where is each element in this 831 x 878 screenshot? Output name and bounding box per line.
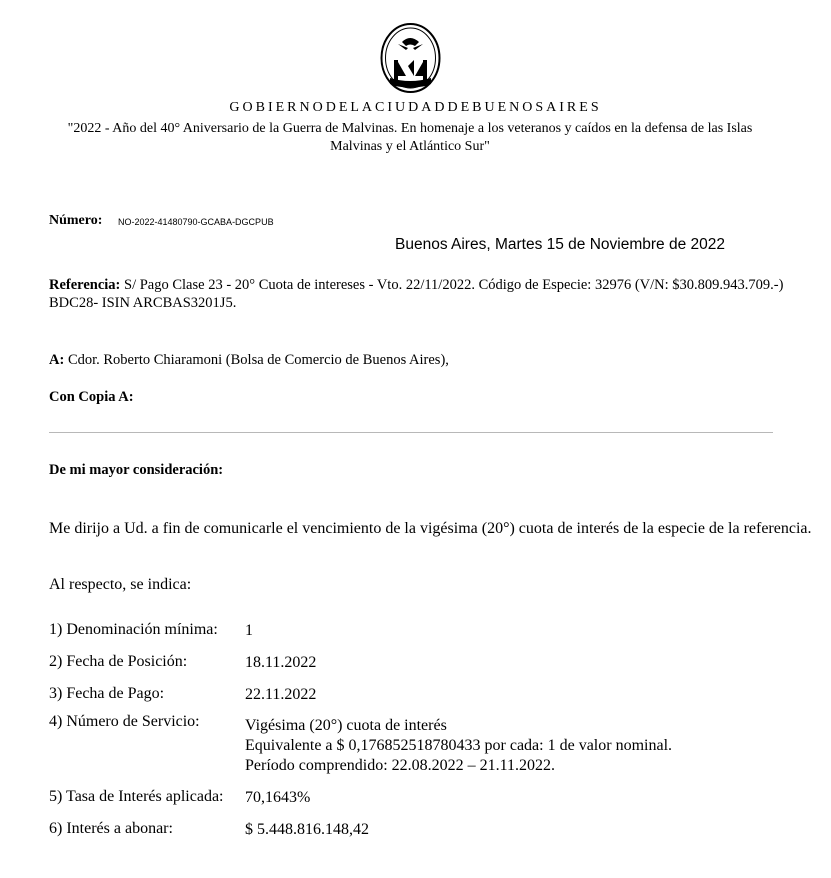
item-value-4-line-1: Vigésima (20°) cuota de interés <box>245 717 447 734</box>
body-paragraph-2: Al respecto, se indica: <box>49 576 192 593</box>
recipient-text: Cdor. Roberto Chiaramoni (Bolsa de Comercio de Buenos Aires), <box>67 352 449 368</box>
body-paragraph-1: Me dirijo a Ud. a fin de comunicarle el vencimiento de la vigésima (20°) cuota de interés de la especie de la referencia. <box>49 520 812 537</box>
government-name: GOBIERNODELACIUDADDEBUENOSAIRES <box>229 100 602 115</box>
city-seal-icon <box>380 22 441 94</box>
item-label-4: 4) Número de Servicio: <box>49 713 200 730</box>
item-label-3: 3) Fecha de Pago: <box>49 685 165 702</box>
item-value-4-line-2: Equivalente a $ 0,176852518780433 por cada: 1 de valor nominal. <box>245 737 673 754</box>
item-value-4-line-3: Período comprendido: 22.08.2022 – 21.11.2022. <box>245 757 556 774</box>
greeting: De mi mayor consideración: <box>49 462 224 478</box>
item-value-6: $ 5.448.816.148,42 <box>245 821 369 838</box>
numero-value: NO-2022-41480790-GCABA-DGCPUB <box>118 217 274 227</box>
cc-label: Con Copia A: <box>49 389 134 405</box>
recipient-block <box>49 352 449 369</box>
item-value-5: 70,1643% <box>245 789 311 806</box>
numero-label: Número: <box>49 213 103 228</box>
item-value-4 <box>245 716 672 776</box>
year-motto: "2022 - Año del 40° Aniversario de la Guerra de Malvinas. En homenaje a los veteranos y caídos en la defensa de las Islas Malvinas y el Atlántico Sur" <box>67 121 753 154</box>
item-value-3: 22.11.2022 <box>245 686 317 703</box>
reference-label: Referencia: <box>49 277 121 293</box>
item-label-5: 5) Tasa de Interés aplicada: <box>49 788 224 805</box>
divider <box>49 432 773 433</box>
item-label-2: 2) Fecha de Posición: <box>49 653 188 670</box>
item-label-6: 6) Interés a abonar: <box>49 820 173 837</box>
document-date: Buenos Aires, Martes 15 de Noviembre de 2022 <box>395 236 725 253</box>
recipient-label: A: <box>49 352 65 368</box>
item-value-2: 18.11.2022 <box>245 654 317 671</box>
reference-block <box>49 276 789 312</box>
reference-text: S/ Pago Clase 23 - 20° Cuota de intereses - Vto. 22/11/2022. Código de Especie: 32976 (V/N: $30.809.943.709.-) BDC28- ISIN ARCBAS3201J5. <box>49 277 784 311</box>
item-value-1: 1 <box>245 622 253 639</box>
item-label-1: 1) Denominación mínima: <box>49 621 218 638</box>
